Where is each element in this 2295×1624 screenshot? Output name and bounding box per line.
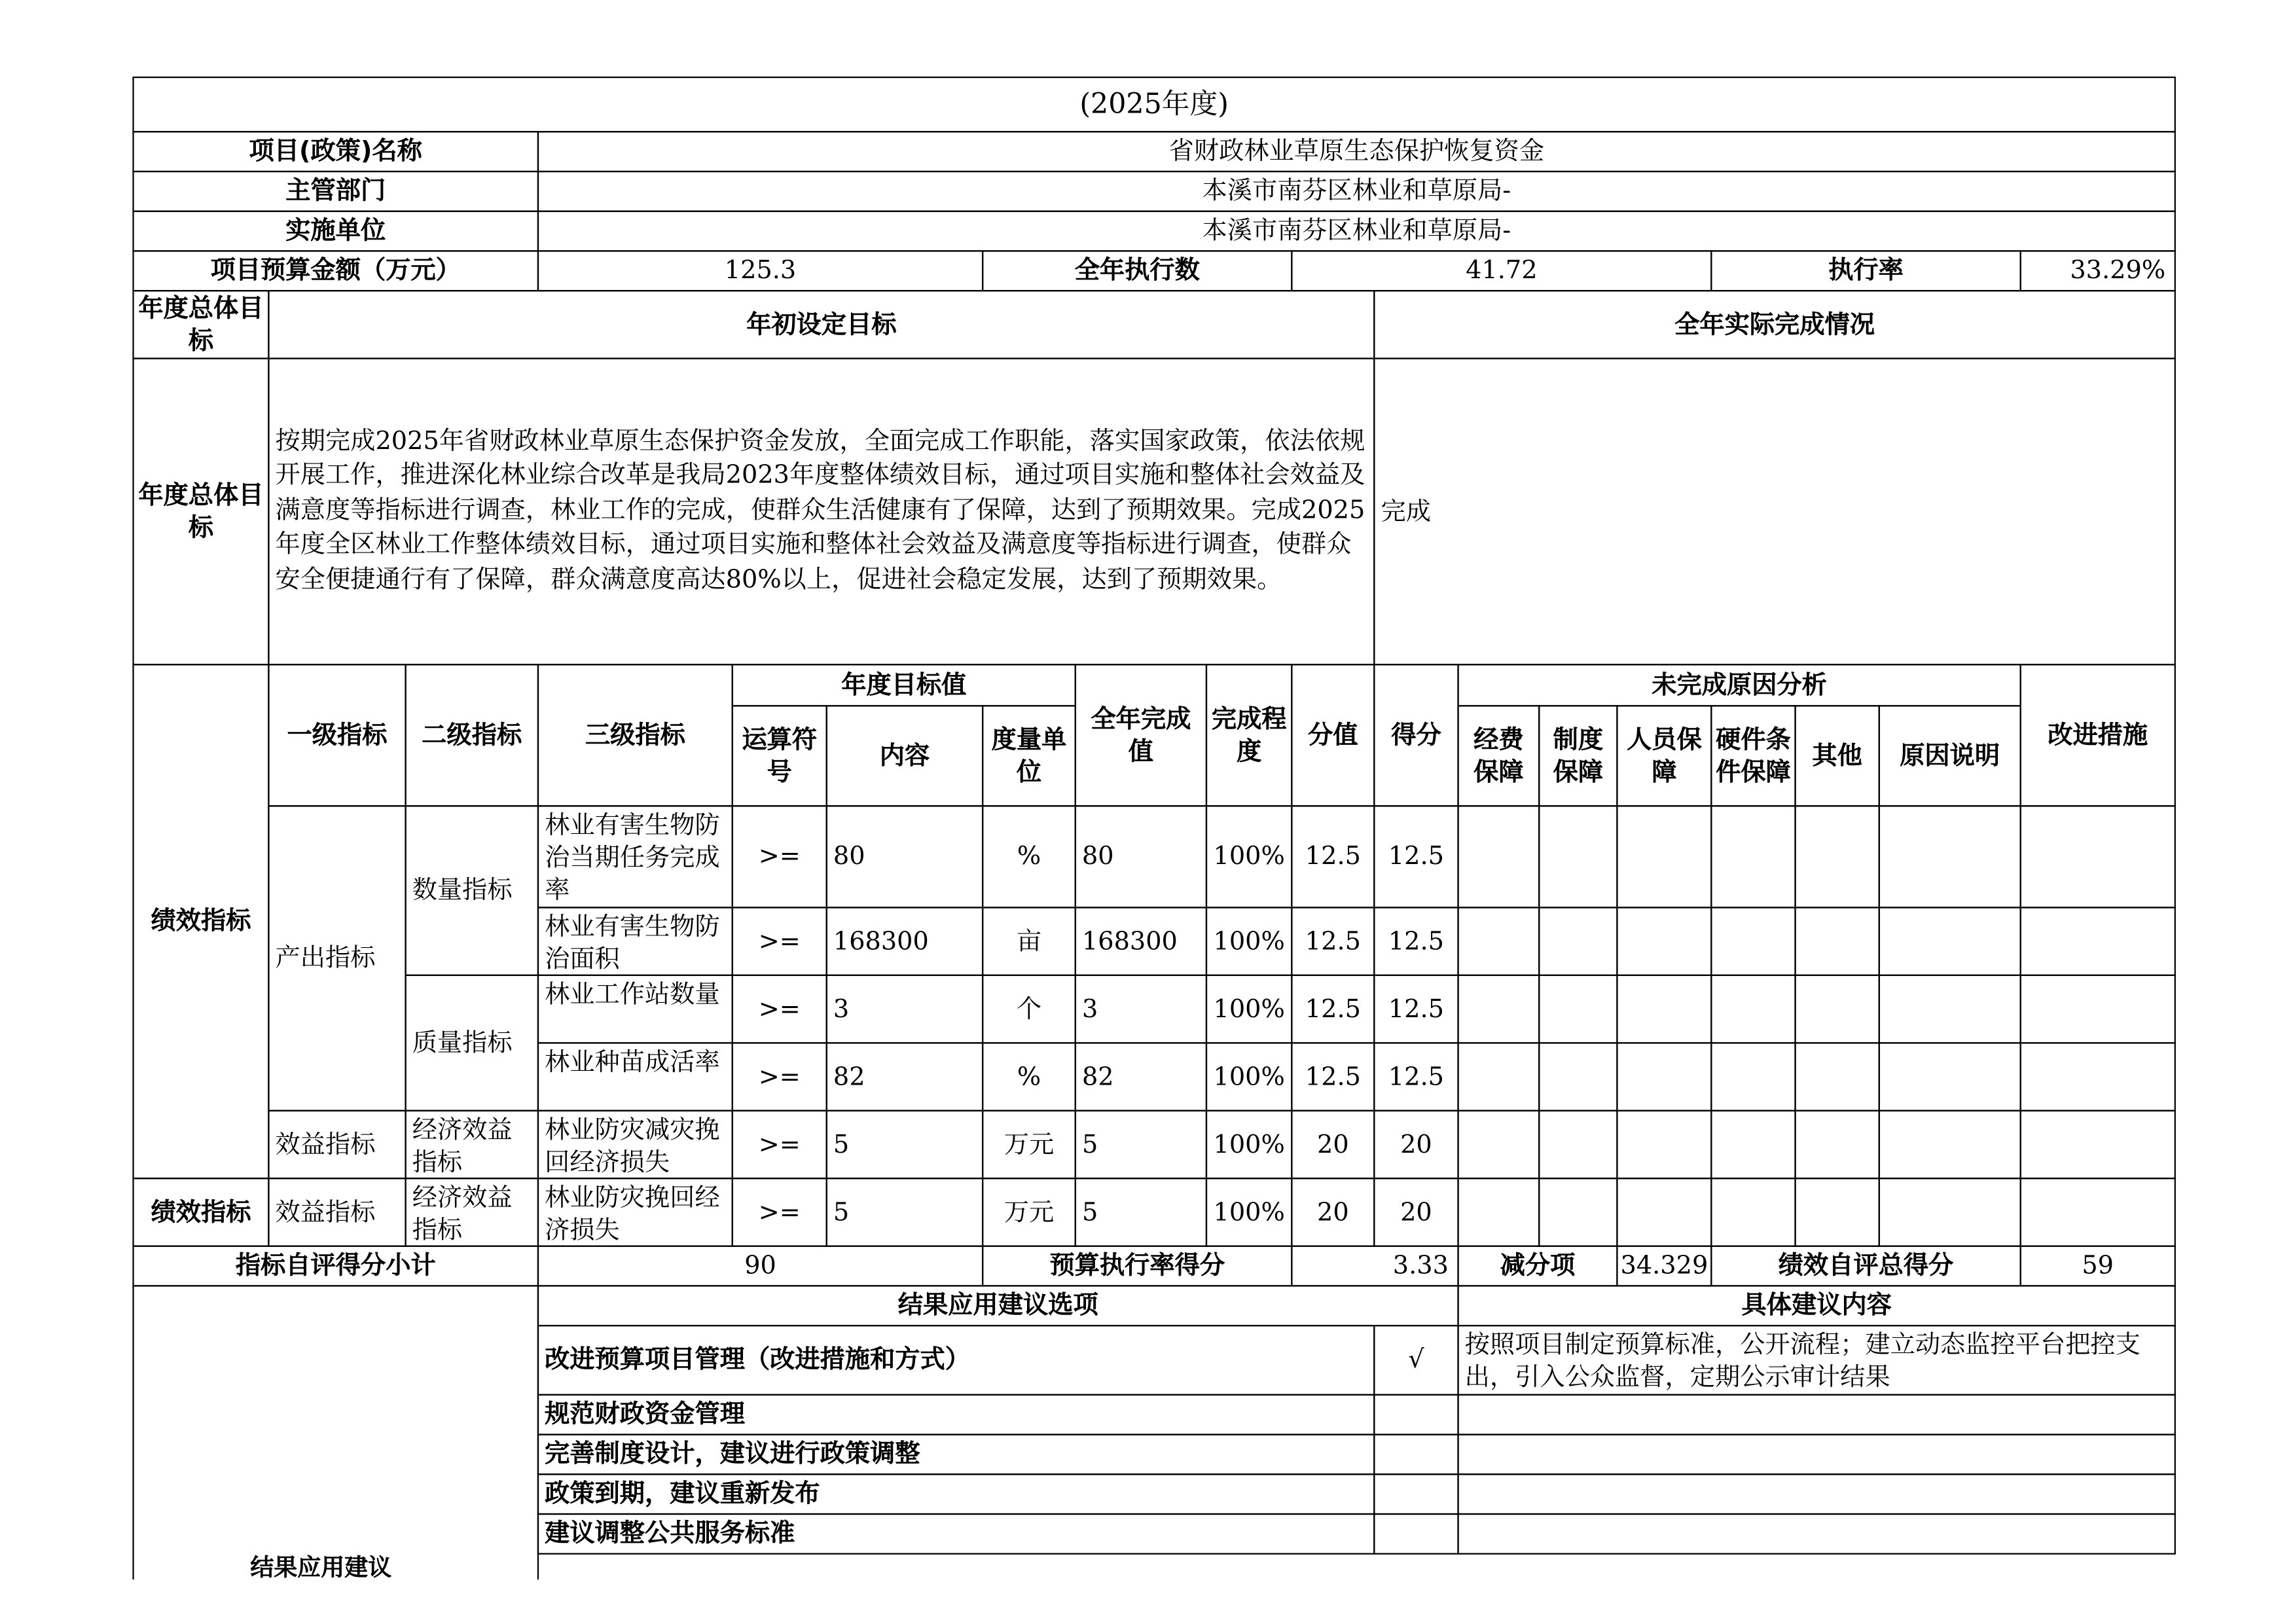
suggestion-check[interactable]: √ bbox=[1373, 1325, 1458, 1396]
empty-cell bbox=[2019, 1042, 2175, 1111]
indicator-actual: 5 bbox=[1075, 1110, 1207, 1180]
level2-header: 二级指标 bbox=[405, 664, 539, 806]
level1-benefit-2: 效益指标 bbox=[268, 1178, 406, 1247]
indicator-unit: 万元 bbox=[982, 1110, 1076, 1180]
indicator-degree: 100% bbox=[1206, 1178, 1293, 1247]
indicator-actual: 80 bbox=[1075, 805, 1207, 908]
indicator-unit: 个 bbox=[982, 975, 1076, 1044]
level3-header: 三级指标 bbox=[537, 664, 733, 806]
empty-cell bbox=[1879, 1178, 2021, 1247]
empty-cell bbox=[1538, 975, 1617, 1044]
score-value-header: 分值 bbox=[1291, 664, 1375, 806]
suggestion-options-header: 结果应用建议选项 bbox=[537, 1285, 1459, 1326]
execution-value: 41.72 bbox=[1291, 250, 1712, 291]
empty-cell bbox=[1879, 1110, 2021, 1180]
target-group-header: 年度目标值 bbox=[732, 664, 1076, 706]
year-title: (2025年度) bbox=[132, 77, 2175, 132]
initial-goal-text: 按期完成2025年省财政林业草原生态保护资金发放，全面完成工作职能，落实国家政策，依法依规开展工作，推进深化林业综合改革是我局2023年度整体绩效目标，通过项目实施和整体社会效益及满意度等指标进行调查，林业工作的完成，使群众生活健康有了保障，达到了预期效果。完成2025年度全区林业工作整体绩效目标，通过项目实施和整体社会效益及满意度等指标进行调查，使群众安全便捷通行有了保障，群众满意度高达80%以上，促进社会稳定发展，达到了预期效果。 bbox=[268, 357, 1375, 665]
budget-score-value: 3.33 bbox=[1291, 1246, 1458, 1287]
empty-cell bbox=[1710, 975, 1796, 1044]
empty-cell bbox=[1457, 1042, 1540, 1111]
empty-cell bbox=[2019, 907, 2175, 976]
indicator-content: 3 bbox=[826, 975, 984, 1044]
empty-cell bbox=[1616, 975, 1712, 1044]
indicator-content: 5 bbox=[826, 1110, 984, 1180]
empty-cell bbox=[1538, 1178, 1617, 1247]
indicator-actual: 5 bbox=[1075, 1178, 1207, 1247]
level1-benefit: 效益指标 bbox=[268, 1110, 406, 1180]
total-score-label: 绩效自评总得分 bbox=[1710, 1246, 2021, 1287]
budget-value: 125.3 bbox=[537, 250, 983, 291]
execution-label: 全年执行数 bbox=[982, 250, 1293, 291]
empty-cell bbox=[2019, 1178, 2175, 1247]
suggestion-content bbox=[1457, 1513, 2175, 1555]
empty-cell bbox=[1457, 907, 1540, 976]
empty-cell bbox=[1710, 1042, 1796, 1111]
indicator-operator: >= bbox=[732, 1110, 827, 1180]
reason-explain-header: 原因说明 bbox=[1879, 705, 2021, 806]
suggestion-check[interactable] bbox=[1373, 1394, 1458, 1435]
indicator-operator: >= bbox=[732, 1178, 827, 1247]
initial-goal-header: 年初设定目标 bbox=[268, 290, 1375, 359]
empty-cell bbox=[2019, 1110, 2175, 1180]
empty-cell bbox=[1616, 1178, 1712, 1247]
empty-cell bbox=[1616, 907, 1712, 976]
empty-cell bbox=[1616, 1110, 1712, 1180]
empty-cell bbox=[1710, 1110, 1796, 1180]
indicator-score: 20 bbox=[1373, 1110, 1458, 1180]
reason-system-header: 制度保障 bbox=[1538, 705, 1617, 806]
empty-cell bbox=[1794, 805, 1879, 908]
implementing-unit-value: 本溪市南芬区林业和草原局- bbox=[537, 211, 2176, 252]
empty-cell bbox=[1616, 805, 1712, 908]
indicator-value: 12.5 bbox=[1291, 1042, 1375, 1111]
empty-cell bbox=[1538, 1110, 1617, 1180]
level2-economic: 经济效益指标 bbox=[405, 1110, 539, 1180]
indicator-score: 12.5 bbox=[1373, 1042, 1458, 1111]
reasons-group-header: 未完成原因分析 bbox=[1457, 664, 2021, 706]
empty-cell bbox=[1616, 1042, 1712, 1111]
actual-completion-header: 全年实际完成情况 bbox=[1373, 290, 2176, 359]
indicator-value: 20 bbox=[1291, 1178, 1375, 1247]
empty-cell bbox=[2019, 805, 2175, 908]
indicator-score: 12.5 bbox=[1373, 805, 1458, 908]
indicator-operator: >= bbox=[732, 1042, 827, 1111]
execution-rate-label: 执行率 bbox=[1710, 250, 2021, 291]
reason-staff-header: 人员保障 bbox=[1616, 705, 1712, 806]
execution-rate-value: 33.29% bbox=[2019, 250, 2175, 291]
score-header: 得分 bbox=[1373, 664, 1458, 806]
empty-cell bbox=[1457, 1178, 1540, 1247]
empty-cell bbox=[1794, 1110, 1879, 1180]
operator-header: 运算符号 bbox=[732, 705, 827, 806]
actual-value-header: 全年完成值 bbox=[1075, 664, 1207, 806]
indicator-actual: 3 bbox=[1075, 975, 1207, 1044]
annual-goal-head-label: 年度总体目标 bbox=[132, 290, 269, 359]
reason-other-header: 其他 bbox=[1794, 705, 1879, 806]
suggestion-content bbox=[1457, 1394, 2175, 1435]
level1-output: 产出指标 bbox=[268, 805, 406, 1111]
deduction-label: 减分项 bbox=[1457, 1246, 1617, 1287]
unit-header: 度量单位 bbox=[982, 705, 1076, 806]
suggestions-left-block bbox=[132, 1285, 539, 1579]
empty-cell bbox=[1457, 975, 1540, 1044]
suggestion-check[interactable] bbox=[1373, 1434, 1458, 1475]
suggestion-content bbox=[1457, 1473, 2175, 1515]
empty-cell bbox=[1794, 975, 1879, 1044]
indicator-score: 12.5 bbox=[1373, 907, 1458, 976]
indicator-value: 20 bbox=[1291, 1110, 1375, 1180]
implementing-unit-label: 实施单位 bbox=[132, 211, 539, 252]
indicator-value: 12.5 bbox=[1291, 907, 1375, 976]
completion-degree-header: 完成程度 bbox=[1206, 664, 1293, 806]
indicator-unit: % bbox=[982, 1042, 1076, 1111]
indicator-degree: 100% bbox=[1206, 805, 1293, 908]
level1-header: 一级指标 bbox=[268, 664, 406, 806]
indicator-name: 林业防灾挽回经济损失 bbox=[537, 1178, 733, 1247]
empty-cell bbox=[1710, 1178, 1796, 1247]
indicator-degree: 100% bbox=[1206, 975, 1293, 1044]
empty-cell bbox=[1710, 805, 1796, 908]
suggestion-label: 政策到期，建议重新发布 bbox=[537, 1473, 1375, 1515]
suggestion-content-header: 具体建议内容 bbox=[1457, 1285, 2175, 1326]
empty-cell bbox=[1710, 907, 1796, 976]
reason-hardware-header: 硬件条件保障 bbox=[1710, 705, 1796, 806]
indicator-content: 168300 bbox=[826, 907, 984, 976]
suggestion-label: 建议调整公共服务标准 bbox=[537, 1513, 1375, 1555]
empty-cell bbox=[1794, 907, 1879, 976]
empty-cell bbox=[1457, 1110, 1540, 1180]
indicator-unit: 亩 bbox=[982, 907, 1076, 976]
performance-indicators-label-2: 绩效指标 bbox=[132, 1178, 269, 1247]
suggestions-cutoff-label: 结果应用建议 bbox=[250, 1553, 392, 1581]
indicator-degree: 100% bbox=[1206, 1110, 1293, 1180]
department-value: 本溪市南芬区林业和草原局- bbox=[537, 171, 2176, 212]
suggestion-label: 改进预算项目管理（改进措施和方式） bbox=[537, 1325, 1375, 1396]
level2-quality: 质量指标 bbox=[405, 975, 539, 1111]
budget-label: 项目预算金额（万元） bbox=[132, 250, 539, 291]
indicator-name: 林业种苗成活率 bbox=[537, 1042, 733, 1111]
empty-cell bbox=[1538, 907, 1617, 976]
subtotal-value: 90 bbox=[537, 1246, 983, 1287]
indicator-content: 80 bbox=[826, 805, 984, 908]
empty-cell bbox=[1879, 907, 2021, 976]
suggestion-content bbox=[1457, 1434, 2175, 1475]
indicator-score: 12.5 bbox=[1373, 975, 1458, 1044]
indicator-degree: 100% bbox=[1206, 1042, 1293, 1111]
empty-cell bbox=[1879, 805, 2021, 908]
suggestion-label: 完善制度设计，建议进行政策调整 bbox=[537, 1434, 1375, 1475]
indicator-value: 12.5 bbox=[1291, 975, 1375, 1044]
empty-cell bbox=[1879, 1042, 2021, 1111]
empty-cell bbox=[2019, 975, 2175, 1044]
indicator-name: 林业有害生物防治面积 bbox=[537, 907, 733, 976]
subtotal-label: 指标自评得分小计 bbox=[132, 1246, 539, 1287]
empty-cell bbox=[1794, 1042, 1879, 1111]
indicator-unit: 万元 bbox=[982, 1178, 1076, 1247]
suggestion-content: 按照项目制定预算标准，公开流程；建立动态监控平台把控支出，引入公众监督，定期公示审计结果 bbox=[1457, 1325, 2175, 1396]
total-score-value: 59 bbox=[2019, 1246, 2175, 1287]
indicator-name: 林业工作站数量 bbox=[537, 975, 733, 1044]
indicator-content: 82 bbox=[826, 1042, 984, 1111]
reason-funding-header: 经费保障 bbox=[1457, 705, 1540, 806]
improvement-header: 改进措施 bbox=[2019, 664, 2175, 806]
deduction-value: 34.329 bbox=[1616, 1246, 1712, 1287]
actual-completion-text: 完成 bbox=[1373, 357, 2176, 665]
empty-cell bbox=[1879, 975, 2021, 1044]
level2-quantity: 数量指标 bbox=[405, 805, 539, 976]
suggestion-check[interactable] bbox=[1373, 1513, 1458, 1555]
content-header: 内容 bbox=[826, 705, 984, 806]
indicator-content: 5 bbox=[826, 1178, 984, 1247]
level2-economic-2: 经济效益指标 bbox=[405, 1178, 539, 1247]
indicator-unit: % bbox=[982, 805, 1076, 908]
indicator-score: 20 bbox=[1373, 1178, 1458, 1247]
project-name-label: 项目(政策)名称 bbox=[132, 131, 539, 172]
project-name-value: 省财政林业草原生态保护恢复资金 bbox=[537, 131, 2176, 172]
indicator-name: 林业有害生物防治当期任务完成率 bbox=[537, 805, 733, 908]
indicator-value: 12.5 bbox=[1291, 805, 1375, 908]
empty-cell bbox=[1538, 805, 1617, 908]
empty-cell bbox=[1794, 1178, 1879, 1247]
department-label: 主管部门 bbox=[132, 171, 539, 212]
annual-goal-row-label: 年度总体目标 bbox=[132, 357, 269, 665]
suggestion-label: 规范财政资金管理 bbox=[537, 1394, 1375, 1435]
indicator-operator: >= bbox=[732, 975, 827, 1044]
indicator-actual: 82 bbox=[1075, 1042, 1207, 1111]
indicator-degree: 100% bbox=[1206, 907, 1293, 976]
indicator-name: 林业防灾减灾挽回经济损失 bbox=[537, 1110, 733, 1180]
indicator-operator: >= bbox=[732, 805, 827, 908]
empty-cell bbox=[1457, 805, 1540, 908]
empty-cell bbox=[1538, 1042, 1617, 1111]
indicator-operator: >= bbox=[732, 907, 827, 976]
suggestion-check[interactable] bbox=[1373, 1473, 1458, 1515]
budget-score-label: 预算执行率得分 bbox=[982, 1246, 1293, 1287]
indicator-actual: 168300 bbox=[1075, 907, 1207, 976]
performance-indicators-label: 绩效指标 bbox=[132, 664, 269, 1179]
